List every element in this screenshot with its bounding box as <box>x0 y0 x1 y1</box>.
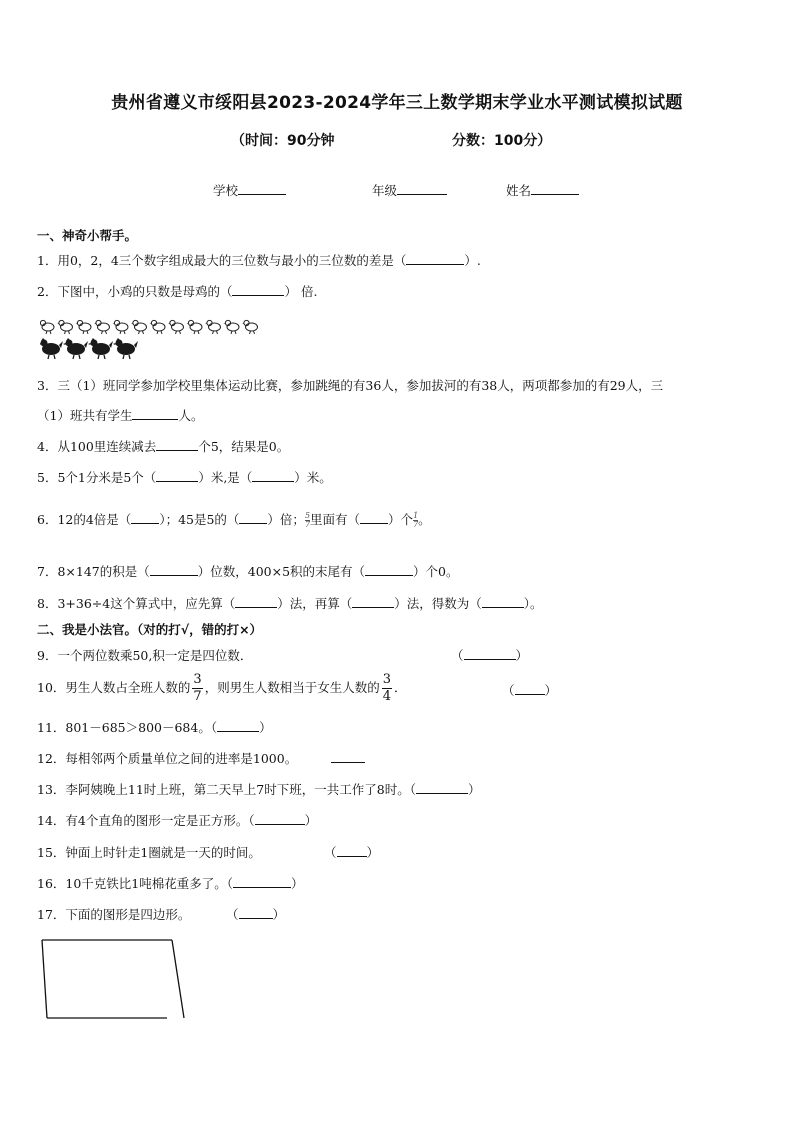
q10-fraction-1 <box>192 672 202 705</box>
q15-answer <box>324 843 379 861</box>
figure-left-edge <box>42 940 47 1018</box>
q2-text-end: ） 倍. <box>284 284 318 299</box>
q10-frac2-num: 3 <box>382 672 391 687</box>
hen-icon <box>88 338 113 359</box>
q15-blank[interactable] <box>337 844 367 857</box>
question-15 <box>37 843 261 861</box>
q4-text-end: 个5，结果是0。 <box>198 439 290 454</box>
name-field <box>506 181 579 199</box>
q10-frac1-den: 7 <box>193 689 202 704</box>
chick-icon <box>94 320 110 334</box>
q8-text-a: 8．3+36÷4这个算式中，应先算（ <box>37 596 236 611</box>
q17-answer <box>226 905 285 923</box>
exam-title: 贵州省遵义市绥阳县2023-2024学年三上数学期末学业水平测试模拟试题 <box>111 93 683 113</box>
q10-paren-open: （ <box>502 683 515 698</box>
q5-text-b: ）米,是（ <box>198 470 253 485</box>
chick-icon <box>76 320 92 334</box>
name-blank[interactable] <box>531 182 579 195</box>
q13-text: 13．李阿姨晚上11时上班，第二天早上7时下班，一共工作了8时。（ <box>37 782 416 797</box>
q9-blank[interactable] <box>464 647 516 660</box>
q17-paren-close: ） <box>272 907 286 922</box>
exam-time: （时间：90分钟 <box>231 133 335 149</box>
q3-text-2: （1）班共有学生 <box>37 408 133 423</box>
question-6 <box>37 510 431 529</box>
q8-blank-3[interactable] <box>482 595 524 608</box>
q9-paren-close: ） <box>515 648 529 663</box>
q6-text-a: 6．12的4倍是（ <box>37 512 132 527</box>
q10-text-a: 10．男生人数占全班人数的 <box>37 680 191 695</box>
question-4 <box>37 437 289 455</box>
chick-icon <box>150 320 166 334</box>
exam-score: 分数：100分） <box>452 133 552 149</box>
section-1-heading: 一、神奇小帮手。 <box>37 228 138 243</box>
school-blank[interactable] <box>238 182 286 195</box>
q10-text-b: ，则男生人数相当于女生人数的 <box>204 680 380 695</box>
question-16 <box>37 874 304 892</box>
q5-text-c: ）米。 <box>294 470 332 485</box>
q1-text-end: ）. <box>464 253 481 268</box>
q17-text: 17．下面的图形是四边形。 <box>37 907 191 922</box>
q6-text-f: 。 <box>418 512 431 527</box>
q17-blank[interactable] <box>239 906 273 919</box>
q16-text: 16．10千克铁比1吨棉花重多了。（ <box>37 876 234 891</box>
q11-blank[interactable] <box>217 719 259 732</box>
q7-text-c: ）个0。 <box>413 564 459 579</box>
question-14 <box>37 811 317 829</box>
q12-text: 12．每相邻两个质量单位之间的进率是1000。 <box>37 751 298 766</box>
q5-blank-2[interactable] <box>252 469 294 482</box>
q9-answer <box>451 646 528 664</box>
question-1 <box>37 251 481 269</box>
q7-blank-1[interactable] <box>150 563 198 576</box>
q13-text-end: ） <box>467 782 481 797</box>
question-3 <box>37 376 663 394</box>
q12-blank[interactable] <box>331 750 365 763</box>
question-13 <box>37 780 480 798</box>
q6-blank-3[interactable] <box>360 511 388 524</box>
hen-icon <box>63 338 88 359</box>
hen-icon <box>113 338 138 359</box>
q2-blank[interactable] <box>232 283 284 296</box>
chick-icon <box>205 320 221 334</box>
chick-icon <box>168 320 184 334</box>
q3-blank[interactable] <box>132 407 178 420</box>
question-2 <box>37 282 317 300</box>
school-field <box>213 181 286 199</box>
q3-text-end: 人。 <box>178 408 204 423</box>
chick-icon <box>40 320 54 334</box>
q6-frac1-den: 7 <box>304 520 311 529</box>
q6-text-e: ）个 <box>388 512 414 527</box>
q17-paren-open: （ <box>226 907 239 922</box>
q6-frac1-num: 5 <box>304 511 311 520</box>
question-11 <box>37 718 272 736</box>
q9-text: 9．一个两位数乘50,积一定是四位数． <box>37 648 253 663</box>
chick-icon <box>57 320 73 334</box>
q11-text-end: ） <box>259 720 272 735</box>
q6-frac2-num: 1 <box>413 511 419 520</box>
quadrilateral-figure <box>38 936 190 1022</box>
chick-icon <box>113 320 129 334</box>
q6-text-d: 里面有（ <box>310 512 361 527</box>
q14-blank[interactable] <box>255 812 305 825</box>
q13-blank[interactable] <box>416 781 468 794</box>
q14-text: 14．有4个直角的图形一定是正方形。（ <box>37 813 255 828</box>
q6-text-c: ）倍； <box>267 512 305 527</box>
question-17 <box>37 905 190 923</box>
q7-text-b: ）位数，400×5积的末尾有（ <box>197 564 366 579</box>
question-7 <box>37 562 459 580</box>
q16-text-end: ） <box>291 876 304 891</box>
grade-blank[interactable] <box>397 182 447 195</box>
q4-blank[interactable] <box>156 438 198 451</box>
q2-text: 2．下图中，小鸡的只数是母鸡的（ <box>37 284 233 299</box>
q10-frac1-num: 3 <box>193 672 202 687</box>
q5-text-a: 5．5个1分米是5个（ <box>37 470 157 485</box>
q8-blank-2[interactable] <box>352 595 394 608</box>
school-label: 学校 <box>213 183 239 198</box>
grade-label: 年级 <box>372 183 398 198</box>
q6-blank-1[interactable] <box>131 511 159 524</box>
question-10 <box>37 672 407 705</box>
q8-text-d: ）。 <box>523 596 543 611</box>
q1-blank[interactable] <box>406 252 464 265</box>
chick-icon <box>131 320 147 334</box>
q3-text: 3．三（1）班同学参加学校里集体运动比赛，参加跳绳的有36人，参加拔河的有38人，两项都参加的有29人，三 <box>37 378 664 393</box>
q1-text: 1．用0，2，4三个数字组成最大的三位数与最小的三位数的差是（ <box>37 253 407 268</box>
q11-text: 11．801－685＞800－684。（ <box>37 720 218 735</box>
question-5 <box>37 468 332 486</box>
q10-fraction-2 <box>382 672 392 705</box>
q7-text-a: 7．8×147的积是（ <box>37 564 150 579</box>
q10-paren-close: ） <box>544 683 558 698</box>
chick-icon <box>242 320 258 334</box>
q6-frac2-den: 7 <box>413 520 419 529</box>
q8-text-b: ）法，再算（ <box>277 596 353 611</box>
q15-paren-open: （ <box>324 845 337 860</box>
chick-icon <box>187 320 203 334</box>
q6-text-b: ）；45是5的（ <box>159 512 240 527</box>
q15-text: 15．钟面上时针走1圈就是一天的时间。 <box>37 845 261 860</box>
question-8 <box>37 594 543 612</box>
name-label: 姓名 <box>506 183 532 198</box>
q10-answer <box>502 681 557 699</box>
question-9 <box>37 646 252 664</box>
grade-field <box>372 181 447 199</box>
q14-text-end: ） <box>304 813 318 828</box>
hen-icon <box>40 338 63 359</box>
q10-blank[interactable] <box>515 682 545 695</box>
q10-frac2-den: 4 <box>382 689 391 704</box>
q6-blank-2[interactable] <box>239 511 267 524</box>
chick-hen-figure <box>40 318 280 360</box>
q8-blank-1[interactable] <box>235 595 277 608</box>
q10-text-c: ． <box>394 680 407 695</box>
q4-text: 4．从100里连续减去 <box>37 439 157 454</box>
q16-blank[interactable] <box>233 875 291 888</box>
q8-text-c: ）法，得数为（ <box>394 596 482 611</box>
q5-blank-1[interactable] <box>156 469 198 482</box>
question-3-cont <box>37 406 203 424</box>
q7-blank-2[interactable] <box>365 563 413 576</box>
q15-paren-close: ） <box>366 845 380 860</box>
section-2-heading: 二、我是小法官。（对的打√，错的打×） <box>37 622 263 637</box>
figure-right-edge <box>172 940 184 1018</box>
chick-icon <box>224 320 240 334</box>
question-12 <box>37 749 365 767</box>
q9-paren-open: （ <box>451 648 464 663</box>
